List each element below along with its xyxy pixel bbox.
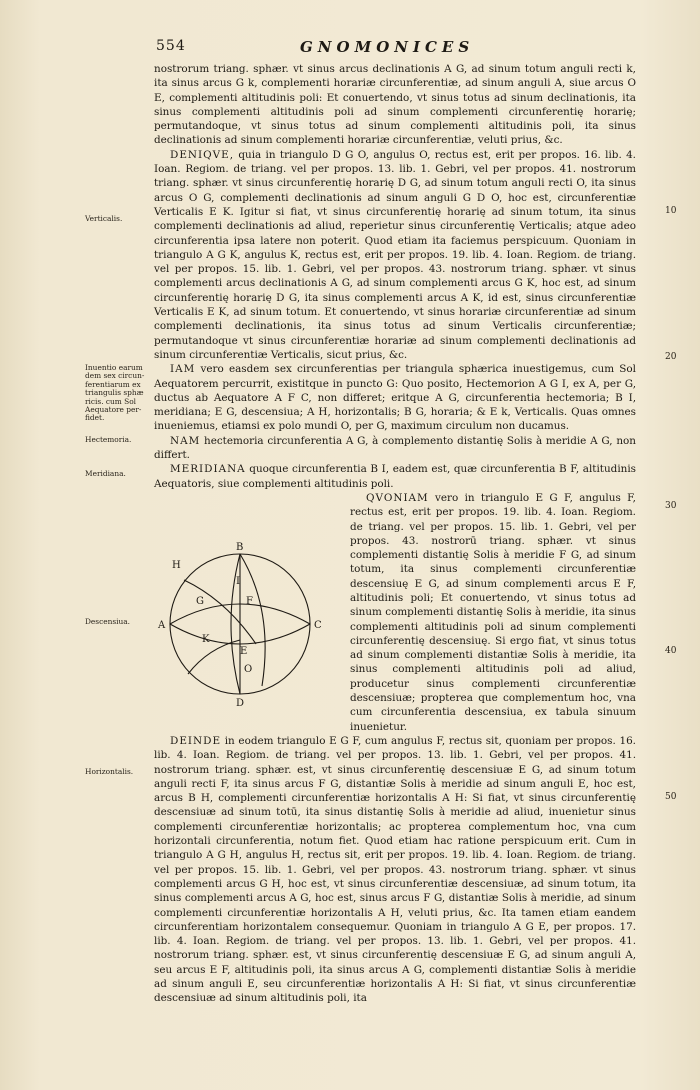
paragraph-body: quia in triangulo D G O, angulus O, rectus est, erit per propos. 16. lib. 4. Ioan. Regiom. de triang. vel per propos. 13. lib. 1. Gebri, vel per propos. 41. nostrorum triang. sphær. vt sinus circunferentię horarię D G, ad sinum totum anguli recti O, ita sinus arcus O G, complementi declinationis ad sinum anguli G D O, hoc est, circunferentiæ Verticalis E K. Igitur si fiat, vt sinus circunferentię horarię ad sinum totum, ita sinus complementi declinationis ad aliud, reperietur sinus circunferentię Verticalis; atque adeo circunferentia ipsa latere non poterit. Quod etiam ita faciemus perspicuum. Quoniam in triangulo A G K, angulus K, rectus est, erit per propos. 19. lib. 4. Ioan. Regiom. de triang. vel per propos. 15. lib. 1. Gebri, vel per propos. 43. nostrorum triang. sphær. vt sinus complementi arcus declinationis A G, ad sinum complementi arcus G K, hoc est, ad sinum circunferentię horarię D G, ita sinus complementi arcus A K, id est, sinus circunferentiæ Verticalis E K, ad sinum totum. Et conuertendo, vt sinus horariæ circunferentiæ ad sinum complementi declinationis, ita sinus totus ad sinum Verticalis circunferentiæ; permutandoque vt sinus circunferentiæ horariæ ad sinum complementi declinationis ad sinum circunferentiæ Verticalis, sicut prius, &c. (154, 148, 636, 361)
sphere-diagram-svg (152, 540, 342, 708)
main-text (154, 62, 636, 1006)
paragraph-lead: DENIQVE, (170, 148, 235, 161)
figure-label: H (172, 560, 181, 571)
figure-label: O (244, 664, 253, 675)
figure-label: C (314, 620, 322, 631)
line-number: 20 (665, 352, 677, 362)
paragraph (350, 491, 636, 734)
meridian-arc (231, 554, 240, 694)
line-number: 50 (665, 792, 677, 802)
paragraph-body: hectemoria circunferentia A G, à complemento distantię Solis à meridie A G, non differt. (154, 434, 636, 462)
paragraph-lead: DEINDE (170, 734, 222, 747)
margin-note-horizontalis: Horizontalis. (85, 767, 134, 776)
paragraph-lead: QVONIAM (366, 491, 429, 504)
sphere-diagram (152, 540, 342, 708)
line-number: 30 (665, 501, 677, 511)
figure-label: K (202, 634, 210, 645)
margin-note-hectemoria: Hectemoria. (85, 435, 132, 444)
running-title: GNOMONICES (300, 38, 475, 56)
paragraph-lead: NAM (170, 434, 201, 447)
paragraph (154, 734, 636, 1006)
line-number: 10 (665, 206, 677, 216)
page-number: 554 (156, 38, 186, 54)
paragraph (154, 434, 636, 463)
paragraph-body: in eodem triangulo E G F, cum angulus F, rectus sit, quoniam per propos. 16. lib. 4. Ioan. Regiom. de triang. vel per propos. 13. lib. 1. Gebri, vel per propos. 41. nostrorum triang. sphær. est, vt sinus circunferentię descensiuæ E G, ad sinum totum anguli recti F, ita sinus arcus F G, distantiæ Solis à meridie ad sinum anguli E, hoc est, arcus B H, complementi circunferentiæ horizontalis A H: Si fiat, vt sinus circunferentię descensiuæ ad sinum totū, ita sinus distantię Solis à meridie ad aliud, inuenietur sinus complementi circunferentiæ horizontalis; ac propterea complementum hoc, vna cum horizontali circunferentia, notum fiet. Quod etiam hac ratione perspicuum erit. Cum in triangulo A G H, angulus H, rectus sit, erit per propos. 19. lib. 4. Ioan. Regiom. de triang. vel per propos. 15. lib. 1. Gebri, vel per propos. 43. nostrorum triang. sphær. vt sinus complementi arcus G H, hoc est, vt sinus circunferentiæ descensiuæ, ad sinum totum, ita sinus complementi arcus A G, hoc est, sinus arcus F G, distantiæ Solis à meridie, ad sinum complementi circunferentiæ horizontalis A H, veluti prius, &c. Ita tamen etiam eandem circunferentiam horizontalem consequemur. Quoniam in triangulo A G E, per propos. 17. lib. 4. Ioan. Regiom. de triang. vel per propos. 13. lib. 1. Gebri, vel per propos. 41. nostrorum triang. sphær. est, vt sinus circunferentię descensiuæ E G, ad sinum anguli A, seu arcus E F, altitudinis poli, ita sinus arcus A G, complementi distantiæ Solis à meridie ad sinum anguli E, seu circunferentiæ horizontalis A H: Si fiat, vt sinus circunferentiæ descensiuæ ad sinum altitudinis poli, ita (154, 734, 636, 1005)
margin-note-inuentio: Inuentio earum dem sex circun-ferentiarum ex triangulis sphæ ricis. cum Sol Aequatore per-fidet. (85, 363, 145, 423)
figure-label: G (196, 596, 204, 607)
figure-label: A (158, 620, 166, 631)
figure-label: F (246, 596, 253, 607)
figure-side-text (350, 491, 636, 734)
paragraph (154, 148, 636, 362)
paragraph (154, 462, 636, 491)
paragraph (154, 362, 636, 433)
paragraph-lead: MERIDIANA (170, 463, 246, 476)
paragraph-lead: IAM (170, 363, 196, 376)
figure-label: I (236, 576, 240, 587)
figure-label: B (236, 542, 244, 553)
line-number: 40 (665, 646, 677, 656)
paragraph-body: quoque circunferentia B I, eadem est, quæ circunferentia B F, altitudinis Aequatoris, siue complementi altitudinis poli. (154, 463, 636, 490)
margin-note-verticalis: Verticalis. (85, 214, 123, 223)
figure-space (154, 491, 350, 493)
margin-note-meridiana: Meridiana. (85, 469, 126, 478)
page-header (150, 38, 640, 60)
margin-note-descensiua: Descensiua. (85, 617, 131, 626)
figure-label: E (240, 646, 248, 657)
paragraph: nostrorum triang. sphær. vt sinus arcus declinationis A G, ad sinum totum anguli recti k, ita sinus arcus G k, complementi horariæ circunferentiæ, ad sinum anguli A, siue arcus O E, complementi altitudinis poli: Et conuertendo, vt sinus totus ad sinum declinationis, ita sinus complementi altitudinis poli ad sinum complementi circunferentię horarię; permutandoque, vt sinus totus ad sinum complementi altitudinis poli, ita sinus declinationis ad sinum complementi horariæ circunferentiæ, veluti prius, &c. (154, 63, 636, 147)
paragraph-body: vero in triangulo E G F, angulus F, rectus est, erit per propos. 19. lib. 4. Ioan. Regiom. de triang. vel per propos. 15. lib. 1. Gebri, vel per propos. 43. nostrorū triang. sphær. vt sinus complementi distantię Solis à meridie F G, ad sinum totum, ita sinus complementi circunferentiæ descensiuę E G, ad sinum complementi arcus E F, altitudinis poli; Et conuertendo, vt sinus totus ad sinum complementi distantię Solis à meridie, ita sinus complementi altitudinis poli ad sinum complementi circunferentię descensiuę. Si ergo fiat, vt sinus totus ad sinum complementi distantiæ Solis à meridie, ita sinus complementi altitudinis poli ad aliud, producetur sinus complementi circunferentiæ descensiuæ; propterea que complementum hoc, vna cum circunferentia descensiua, ex tabula sinuum inuenietur. (350, 491, 636, 733)
figure-label: D (236, 698, 245, 709)
paragraph-body: vero easdem sex circunferentias per triangula sphærica inuestigemus, cum Sol Aequatorem percurrit, existitque in puncto G: Quo posito, Hectemorion A G I, ex A, per G, ductus ab Aequatore A F C, non differet; eritque A G, circunferentia hectemoria; B I, meridiana; E G, descensiua; A H, horizontalis; B G, horaria; & E k, Verticalis. Quas omnes inueniemus, etiamsi ex polo mundi O, per G, maximum circulum non ducamus. (154, 363, 636, 433)
